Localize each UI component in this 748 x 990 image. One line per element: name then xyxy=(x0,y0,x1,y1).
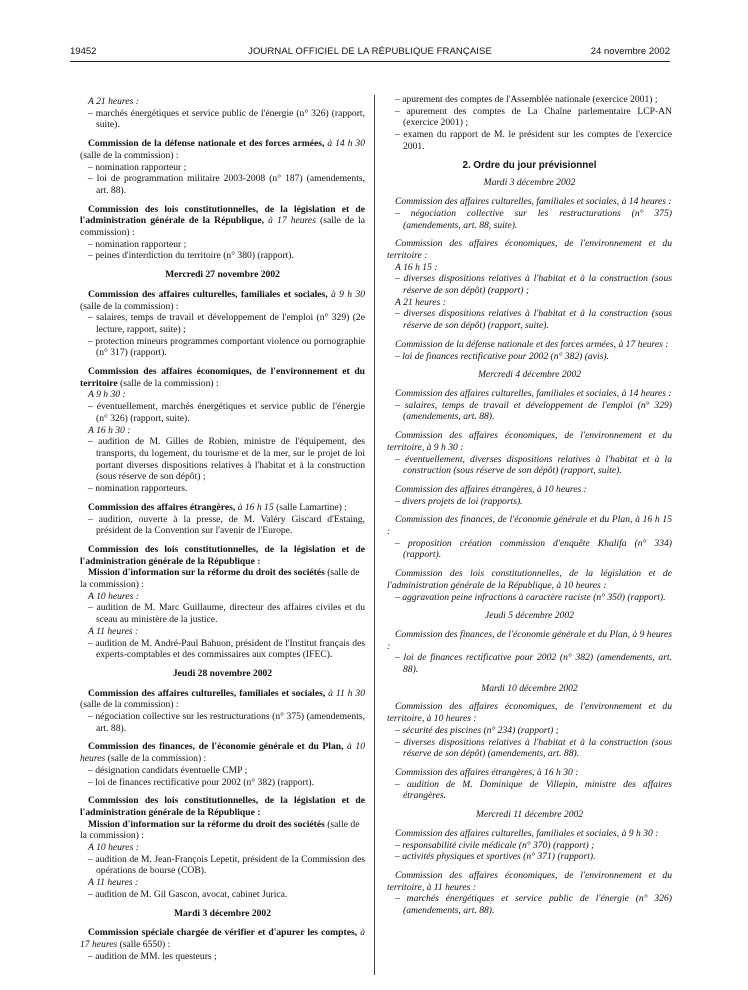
agenda-item: – responsabilité civile médicale (n° 370) (rapport) ; xyxy=(395,839,595,851)
committee-heading: Commission de la défense nationale et des forces armées, à 17 heures : xyxy=(395,338,669,350)
committee-heading: Commission de la défense nationale et des forces armées, à 14 h 30 (salle de la commission) : xyxy=(80,138,365,161)
issue-date: 24 novembre 2002 xyxy=(590,46,670,57)
agenda-item: – audition de M. Gil Gascon, avocat, cabinet Jurica. xyxy=(88,888,288,900)
agenda-item: – loi de finances rectificative pour 2002 (n° 382) (amendements, art. 88). xyxy=(395,652,672,676)
committee-heading: Commission des lois constitutionnelles, de la législation et de l'administration générale de la République : xyxy=(80,795,365,818)
agenda-item: – nomination rapporteur ; xyxy=(88,161,187,173)
agenda-item: – apurement des comptes de l'Assemblée nationale (exercice 2001) ; xyxy=(395,94,658,105)
committee-heading: Commission des affaires culturelles, familiales et sociales, à 11 h 30 (salle de la commission) : xyxy=(80,687,365,711)
agenda-item: – diverses dispositions relatives à l'habitat et à la construction (sous réserve de son dépôt) (rapport) ; xyxy=(395,273,672,297)
agenda-block xyxy=(387,870,672,917)
time-label: A 21 heures : xyxy=(88,96,139,107)
agenda-block xyxy=(387,568,672,603)
time-label: A 9 h 30 : xyxy=(88,389,126,401)
agenda-item: – marchés énergétiques et service public de l'énergie (n° 326) (amendements, art. 88). xyxy=(395,893,672,917)
agenda-block xyxy=(387,196,672,231)
left-column xyxy=(80,96,365,969)
agenda-item: – nomination rapporteur ; xyxy=(88,238,187,250)
committee-heading: Commission des finances, de l'économie générale et du Plan, à 10 heures (salle de la commission) : xyxy=(80,741,365,765)
committee-heading: Commission des affaires économiques, de l'environnement et du territoire (salle de la commission) : xyxy=(80,366,365,389)
committee-heading: Commission des affaires étrangères, à 16 h 15 (salle Lamartine) : xyxy=(88,501,347,513)
agenda-block xyxy=(387,94,672,153)
agenda-item: – activités physiques et sportives (n° 371) (rapport). xyxy=(395,851,596,863)
agenda-item: – salaires, temps de travail et développement de l'emploi (n° 329) (amendements, art. 88). xyxy=(395,399,672,423)
agenda-block xyxy=(387,484,672,507)
committee-heading: Commission des affaires étrangères, à 10 heures : xyxy=(395,483,587,495)
agenda-block xyxy=(387,430,672,477)
agenda-item: – désignation candidats éventuelle CMP ; xyxy=(88,764,248,776)
committee-heading: Commission spéciale chargée de vérifier et d'apurer les comptes, à 17 heures (salle 6550) : xyxy=(80,927,365,950)
agenda-block xyxy=(80,741,365,788)
agenda-item: – négociation collective sur les restructurations (n° 375) (amendements, art. 88, suite). xyxy=(395,207,672,231)
agenda-item: – divers projets de loi (rapports). xyxy=(395,495,523,507)
time-label: A 10 heures : xyxy=(88,590,139,602)
agenda-item: – audition de M. Dominique de Villepin, ministre des affaires étrangères. xyxy=(395,778,672,802)
agenda-item: – sécurité des piscines (n° 234) (rapport) ; xyxy=(395,724,559,736)
agenda-block xyxy=(80,927,365,962)
agenda-block xyxy=(80,544,365,661)
agenda-block xyxy=(387,514,672,561)
time-label: A 21 heures : xyxy=(395,296,446,308)
agenda-item: – audition de M. Marc Guillaume, directeur des affaires civiles et du sceau au ministère de la justice. xyxy=(88,602,365,626)
agenda-item: – nomination rapporteurs. xyxy=(88,483,188,495)
agenda-block xyxy=(80,289,365,359)
agenda-block xyxy=(80,795,365,900)
page-header xyxy=(70,46,670,62)
agenda-item: – éventuellement, diverses dispositions relatives à l'habitat et à la construction (sous réserve de son dépôt) (rapport, suite). xyxy=(395,453,672,477)
day-heading: Jeudi 28 novembre 2002 xyxy=(172,667,273,679)
day-heading: Mercredi 11 décembre 2002 xyxy=(475,809,584,821)
agenda-item: – loi de programmation militaire 2003-2008 (n° 187) (amendements, art. 88). xyxy=(88,173,365,196)
column-divider xyxy=(374,95,375,975)
committee-heading: Commission des lois constitutionnelles, de la législation et de l'administration générale de la République, à 17 heures (salle de la commission) : xyxy=(80,203,365,239)
agenda-item: – audition, ouverte à la presse, de M. Valéry Giscard d'Estaing, président de la Convention sur l'avenir de l'Europe. xyxy=(88,513,365,537)
agenda-item: – audition de MM. les questeurs ; xyxy=(88,950,217,962)
agenda-block xyxy=(80,96,365,131)
agenda-item: – loi de finances rectificative pour 2002 (n° 382) (avis). xyxy=(395,350,609,362)
day-heading: Mercredi 27 novembre 2002 xyxy=(165,269,280,281)
page-number: 19452 xyxy=(70,46,97,57)
time-label: A 16 h 15 : xyxy=(395,261,438,273)
agenda-block xyxy=(80,204,365,263)
day-heading: Mardi 3 décembre 2002 xyxy=(173,907,272,919)
agenda-item: – audition de M. Gilles de Robien, ministre de l'équipement, des transports, du logement, du tourisme et de la mer, sur le projet de loi portant diverses dispositions relatives à l'habitat et à la construction (sous réserve de son dépôt) ; xyxy=(88,436,365,483)
agenda-item: – diverses dispositions relatives à l'habitat et à la construction (sous réserve de son dépôt) (amendements, art. 88). xyxy=(395,736,672,760)
time-label: A 11 heures : xyxy=(88,877,139,889)
committee-heading: Commission des affaires économiques, de l'environnement et du territoire, à 11 heures : xyxy=(387,869,672,893)
committee-heading: Commission des affaires culturelles, familiales et sociales, à 14 heures : xyxy=(395,196,672,208)
agenda-item: – audition de M. Jean-François Lepetit, président de la Commission des opérations de bourse (COB). xyxy=(88,853,365,877)
agenda-item: – diverses dispositions relatives à l'habitat et à la construction (sous réserve de son dépôt) (rapport, suite). xyxy=(395,308,672,332)
time-label: A 11 heures : xyxy=(88,625,139,637)
agenda-block xyxy=(80,366,365,495)
committee-heading: Commission des affaires culturelles, familiales et sociales, à 14 heures : xyxy=(395,388,672,399)
journal-title: JOURNAL OFFICIEL DE LA RÉPUBLIQUE FRANÇAISE xyxy=(248,46,492,57)
agenda-block xyxy=(80,138,365,197)
day-heading: Mardi 10 décembre 2002 xyxy=(481,682,578,694)
time-label: A 10 heures : xyxy=(88,842,139,854)
committee-heading: Commission des finances, de l'économie générale et du Plan, à 9 heures : xyxy=(387,628,672,652)
committee-heading: Commission des finances, de l'économie générale et du Plan, à 16 h 15 : xyxy=(387,514,672,538)
committee-heading: Commission des affaires culturelles, familiales et sociales, à 9 h 30 : xyxy=(395,827,659,839)
agenda-item: – aggravation peine infractions à caractère raciste (n° 350) (rapport). xyxy=(395,591,666,603)
agenda-block xyxy=(387,828,672,863)
agenda-item: – marchés énergétiques et service public de l'énergie (n° 326) (rapport, suite). xyxy=(88,107,365,131)
committee-heading: Commission des affaires culturelles, familiales et sociales, à 9 h 30 (salle de la commission) : xyxy=(80,288,365,312)
committee-heading: Commission des lois constitutionnelles, de la législation et de l'administration générale de la République : xyxy=(80,543,365,567)
day-heading: Mardi 3 décembre 2002 xyxy=(483,177,576,189)
header-rule xyxy=(70,61,670,62)
agenda-block xyxy=(387,767,672,802)
day-heading: Mercredi 4 décembre 2002 xyxy=(477,369,582,381)
agenda-item: – éventuellement, marchés énergétiques et service public de l'énergie (n° 326) (rapport, suite). xyxy=(88,401,365,424)
section-heading: 2. Ordre du jour prévisionnel xyxy=(462,159,597,171)
agenda-item: – peines d'interdiction du territoire (n° 380) (rapport). xyxy=(88,250,294,262)
agenda-block xyxy=(387,238,672,332)
agenda-item: – salaires, temps de travail et développement de l'emploi (n° 329) (2e lecture, rapport, suite) ; xyxy=(88,312,365,335)
mission-heading: Mission d'information sur la réforme du droit des sociétés (salle de la commission) : xyxy=(80,818,360,842)
agenda-block xyxy=(387,339,672,362)
committee-heading: Commission des lois constitutionnelles, de la législation et de l'administration générale de la République, à 10 heures : xyxy=(387,568,672,591)
agenda-block xyxy=(80,688,365,735)
time-label: A 16 h 30 : xyxy=(88,424,131,436)
agenda-block xyxy=(80,502,365,537)
agenda-item: – apurement des comptes de La Chaîne parlementaire LCP-AN (exercice 2001) ; xyxy=(395,105,672,129)
committee-heading: Commission des affaires économiques, de l'environnement et du territoire, à 9 h 30 : xyxy=(387,430,672,453)
agenda-block xyxy=(387,629,672,676)
agenda-item: – proposition création commission d'enquête Khalifa (n° 334) (rapport). xyxy=(395,537,672,561)
agenda-item: – audition de M. André-Paul Bahuon, président de l'Institut français des experts-comptables et des commissaires aux comptes (IFEC). xyxy=(88,637,365,661)
agenda-item: – négociation collective sur les restructurations (n° 375) (amendements, art. 88). xyxy=(88,711,365,734)
committee-heading: Commission des affaires économiques, de l'environnement et du territoire : xyxy=(387,238,672,261)
day-heading: Jeudi 5 décembre 2002 xyxy=(485,610,574,622)
committee-heading: Commission des affaires étrangères, à 16 h 30 : xyxy=(395,766,579,778)
agenda-block xyxy=(387,701,672,760)
agenda-item: – protection mineurs programmes comportant violence ou pornographie (n° 317) (rapport). xyxy=(88,335,365,359)
agenda-item: – examen du rapport de M. le président sur les comptes de l'exercice 2001. xyxy=(395,129,672,152)
mission-heading: Mission d'information sur la réforme du droit des sociétés (salle de la commission) : xyxy=(80,567,360,591)
agenda-block xyxy=(387,388,672,423)
committee-heading: Commission des affaires économiques, de l'environnement et du territoire, à 10 heures : xyxy=(387,701,672,725)
right-column xyxy=(387,96,672,924)
agenda-item: – loi de finances rectificative pour 2002 (n° 382) (rapport). xyxy=(88,776,315,788)
